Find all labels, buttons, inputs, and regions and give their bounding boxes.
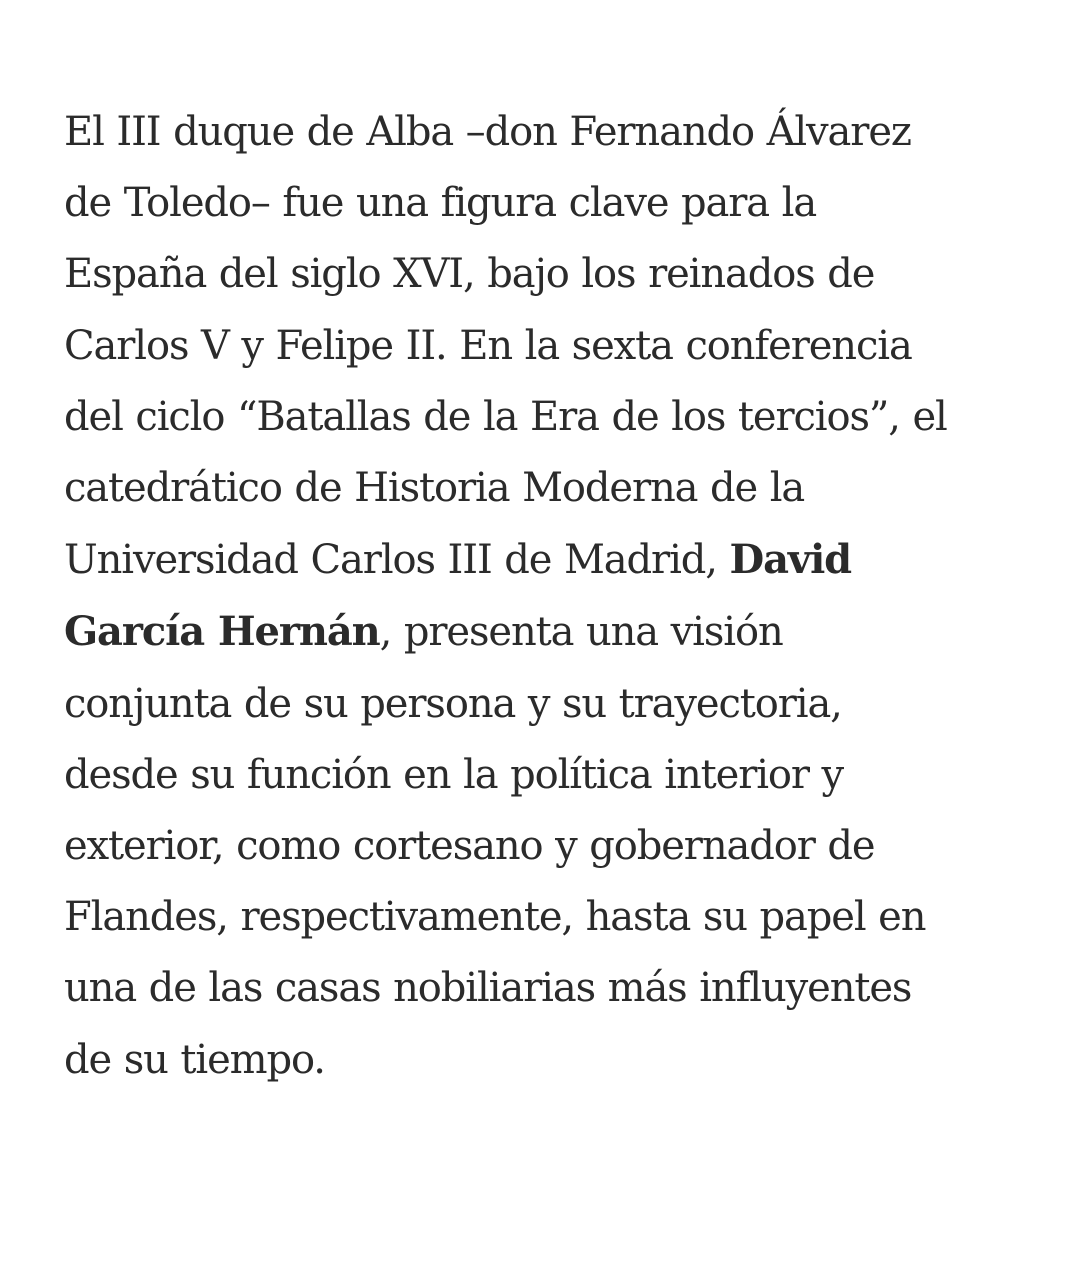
article-paragraph bbox=[64, 97, 1054, 1096]
paragraph-line bbox=[64, 596, 1054, 668]
paragraph-line: del ciclo “Batallas de la Era de los tercios”, el bbox=[64, 393, 947, 440]
paragraph-line: conjunta de su persona y su trayectoria, bbox=[64, 680, 842, 727]
line-text: , presenta una visión bbox=[379, 609, 783, 656]
author-name-first: David bbox=[729, 536, 852, 584]
line-text: Universidad Carlos III de Madrid, bbox=[64, 537, 730, 584]
paragraph-line: Carlos V y Felipe II. En la sexta conferencia bbox=[64, 322, 912, 369]
paragraph-line: de su tiempo. bbox=[64, 1036, 325, 1083]
paragraph-line: El III duque de Alba –don Fernando Álvarez bbox=[64, 109, 911, 155]
paragraph-line: exterior, como cortesano y gobernador de bbox=[64, 823, 875, 870]
paragraph-line bbox=[64, 524, 1054, 596]
author-name-last: García Hernán bbox=[64, 608, 380, 656]
paragraph-line: catedrático de Historia Moderna de la bbox=[64, 465, 805, 512]
paragraph-line: de Toledo– fue una figura clave para la bbox=[64, 180, 817, 227]
paragraph-line: Flandes, respectivamente, hasta su papel en bbox=[64, 894, 926, 941]
paragraph-line: España del siglo XVI, bajo los reinados de bbox=[64, 251, 875, 298]
paragraph-line: desde su función en la política interior y bbox=[64, 751, 844, 798]
paragraph-line: una de las casas nobiliarias más influyentes bbox=[64, 965, 912, 1012]
